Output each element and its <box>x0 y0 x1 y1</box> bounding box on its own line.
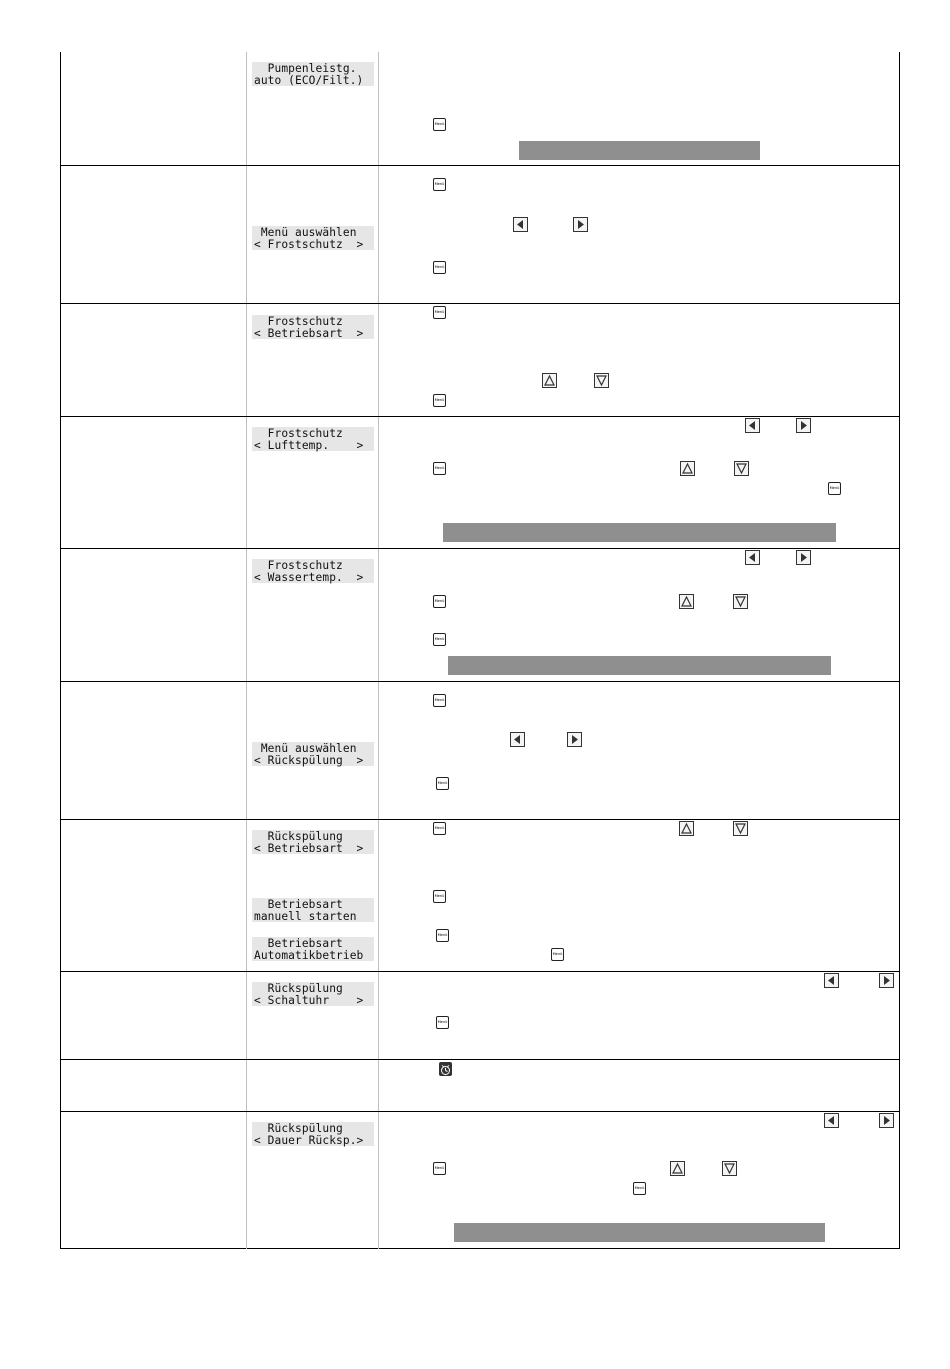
lcd-display-pumpenleistung <box>252 62 374 86</box>
menu-key-icon: Menü <box>433 306 446 319</box>
up-arrow-key-icon <box>670 1161 685 1176</box>
down-arrow-key-icon <box>594 373 609 388</box>
row-separator <box>60 303 900 304</box>
menu-key-icon: Menü <box>551 948 564 961</box>
menu-key-icon: Menü <box>433 890 446 903</box>
instruction-table <box>60 52 900 1249</box>
column-divider-1 <box>246 52 247 1249</box>
up-arrow-key-icon <box>679 821 694 836</box>
grey-bar <box>454 1223 825 1242</box>
left-arrow-key-icon <box>745 418 760 433</box>
row-separator <box>60 681 900 682</box>
menu-key-icon: Menü <box>633 1182 646 1195</box>
grey-bar <box>443 523 836 542</box>
down-arrow-key-icon <box>734 461 749 476</box>
lcd-display-menu-frostschutz <box>252 226 374 250</box>
left-arrow-key-icon <box>513 217 528 232</box>
left-arrow-key-icon <box>510 732 525 747</box>
lcd-line-1: Menü auswählen <box>254 742 357 755</box>
lcd-line-1: Frostschutz <box>254 427 343 440</box>
lcd-line-1: Frostschutz <box>254 315 343 328</box>
menu-key-icon: Menü <box>433 118 446 131</box>
lcd-line-2: < Betriebsart > <box>254 841 364 855</box>
menu-key-icon: Menü <box>433 394 446 407</box>
column-divider-2 <box>378 52 379 1249</box>
menu-key-icon: Menü <box>436 1016 449 1029</box>
grey-bar <box>519 141 760 160</box>
lcd-line-2: < Betriebsart > <box>254 326 364 340</box>
left-arrow-key-icon <box>824 1113 839 1128</box>
row-separator <box>60 971 900 972</box>
row-separator <box>60 1111 900 1112</box>
menu-key-icon: Menü <box>828 482 841 495</box>
right-arrow-key-icon <box>796 550 811 565</box>
lcd-display-frostschutz-wassertemp <box>252 559 374 583</box>
down-arrow-key-icon <box>733 594 748 609</box>
menu-key-icon: Menü <box>433 694 446 707</box>
up-arrow-key-icon <box>679 594 694 609</box>
menu-key-icon: Menü <box>433 178 446 191</box>
right-arrow-key-icon <box>879 1113 894 1128</box>
row-separator <box>60 416 900 417</box>
lcd-display-rueckspuelung-schaltuhr <box>252 982 374 1006</box>
lcd-line-2: manuell starten <box>254 909 357 923</box>
lcd-display-rueckspuelung-dauer <box>252 1122 374 1146</box>
row-separator <box>60 1059 900 1060</box>
row-separator <box>60 819 900 820</box>
menu-key-icon: Menü <box>433 595 446 608</box>
row-separator <box>60 548 900 549</box>
lcd-display-betriebsart-automatik <box>252 937 374 961</box>
lcd-line-2: < Lufttemp. > <box>254 438 364 452</box>
up-arrow-key-icon <box>680 461 695 476</box>
lcd-line-2: < Wassertemp. > <box>254 570 364 584</box>
right-arrow-key-icon <box>879 973 894 988</box>
menu-key-icon: Menü <box>433 633 446 646</box>
left-arrow-key-icon <box>745 550 760 565</box>
menu-key-icon: Menü <box>433 462 446 475</box>
menu-key-icon: Menü <box>433 1162 446 1175</box>
right-arrow-key-icon <box>796 418 811 433</box>
lcd-line-2: < Schaltuhr > <box>254 993 364 1007</box>
lcd-line-1: Rückspülung <box>254 1122 343 1135</box>
menu-key-icon: Menü <box>436 777 449 790</box>
lcd-line-1: Frostschutz <box>254 559 343 572</box>
menu-key-icon: Menü <box>433 261 446 274</box>
lcd-display-frostschutz-lufttemp <box>252 427 374 451</box>
lcd-line-2: auto (ECO/Filt.) <box>254 73 364 87</box>
lcd-display-betriebsart-manuell <box>252 898 374 922</box>
lcd-line-1: Rückspülung <box>254 982 343 995</box>
lcd-line-1: Betriebsart <box>254 937 343 950</box>
grey-bar <box>448 656 831 675</box>
lcd-line-1: Rückspülung <box>254 830 343 843</box>
left-arrow-key-icon <box>824 973 839 988</box>
lcd-line-2: Automatikbetrieb <box>254 948 364 962</box>
row-separator <box>60 165 900 166</box>
right-arrow-key-icon <box>567 732 582 747</box>
lcd-line-2: < Frostschutz > <box>254 237 364 251</box>
lcd-line-1: Betriebsart <box>254 898 343 911</box>
up-arrow-key-icon <box>542 373 557 388</box>
down-arrow-key-icon <box>733 821 748 836</box>
menu-key-icon: Menü <box>436 929 449 942</box>
down-arrow-key-icon <box>722 1161 737 1176</box>
lcd-line-1: Menü auswählen <box>254 226 357 239</box>
lcd-display-frostschutz-betriebsart <box>252 315 374 339</box>
lcd-display-menu-rueckspuelung <box>252 742 374 766</box>
lcd-line-2: < Rückspülung > <box>254 753 364 767</box>
menu-key-icon: Menü <box>433 822 446 835</box>
lcd-line-2: < Dauer Rücksp.> <box>254 1133 364 1147</box>
clock-key-icon <box>439 1062 452 1076</box>
right-arrow-key-icon <box>573 217 588 232</box>
lcd-line-1: Pumpenleistg. <box>254 62 357 75</box>
lcd-display-rueckspuelung-betriebsart <box>252 830 374 854</box>
